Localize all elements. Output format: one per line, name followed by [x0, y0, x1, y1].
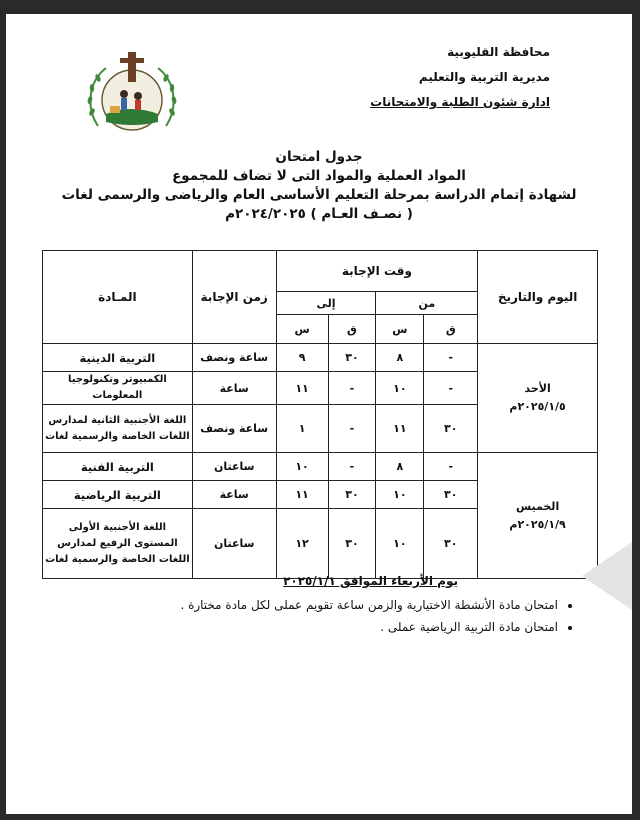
table-row — [43, 344, 598, 372]
governorate-name: محافظة القليوبية — [447, 45, 550, 59]
issuer-header — [370, 40, 550, 115]
table-header-row — [43, 251, 598, 292]
notes-section — [56, 574, 576, 638]
document-page — [6, 14, 632, 814]
notes-list — [56, 594, 576, 638]
from-minutes: - — [424, 453, 478, 481]
duration-cell: ساعتان — [192, 509, 276, 579]
table-row — [43, 453, 598, 481]
subject-cell: التربية الرياضية — [43, 481, 193, 509]
title-line-4: ( نصـف العـام ) ٢٠٢٤/٢٠٢٥م — [225, 206, 413, 222]
exam-date: ٢٠٢٥/١/٩م — [509, 517, 566, 531]
subject-cell: الكمبيوتر وتكنولوجيا المعلومات — [43, 372, 193, 405]
subject-line: اللغة الأجنبية الثانية لمدارس — [48, 414, 187, 426]
subject-line: اللغات الخاصة والرسمية لغات — [45, 553, 190, 565]
governorate-emblem-icon — [80, 48, 184, 144]
exam-schedule-table — [42, 250, 598, 579]
list-item: • امتحان مادة التربية الرياضية عملى . — [56, 616, 558, 638]
to-hours: ١٢ — [276, 509, 328, 579]
day-date-cell — [478, 344, 598, 453]
subject-cell — [43, 509, 193, 579]
directorate-name: مديرية التربية والتعليم — [418, 70, 550, 84]
from-hours: ١١ — [376, 405, 424, 453]
title-line-3: لشهادة إتمام الدراسة بمرحلة التعليم الأساسى العام والرياضى والرسمى لغات — [61, 187, 577, 203]
subject-line: المستوى الرفيع لمدارس — [57, 537, 178, 549]
duration-cell: ساعة — [192, 372, 276, 405]
day-name: الخميس — [515, 499, 560, 513]
subject-cell — [43, 405, 193, 453]
duration-cell: ساعة — [192, 481, 276, 509]
title-line-2: المواد العملية والمواد التى لا تضاف للمجموع — [172, 168, 466, 184]
subject-line: اللغات الخاصة والرسمية لغات — [45, 430, 190, 442]
from-minutes: - — [424, 372, 478, 405]
to-minutes: - — [328, 453, 376, 481]
from-hours: ١٠ — [376, 481, 424, 509]
from-minutes: ٣٠ — [424, 405, 478, 453]
to-hours: ١ — [276, 405, 328, 453]
subject-cell: التربية الدينية — [43, 344, 193, 372]
to-minutes: ٣٠ — [328, 509, 376, 579]
to-minutes: ٣٠ — [328, 481, 376, 509]
subject-line: اللغة الأجنبية الأولى — [68, 521, 167, 533]
header-to: إلى — [276, 292, 376, 315]
department-name: ادارة شئون الطلبة والامتحانات — [370, 95, 550, 109]
duration-cell: ساعتان — [192, 453, 276, 481]
day-date-cell — [478, 453, 598, 579]
from-minutes: ٣٠ — [424, 509, 478, 579]
header-hours: س — [276, 315, 328, 344]
to-minutes: - — [328, 372, 376, 405]
header-from: من — [376, 292, 478, 315]
header-minutes: ق — [328, 315, 376, 344]
header-subject: المـادة — [43, 251, 193, 344]
from-hours: ٨ — [376, 453, 424, 481]
to-hours: ٩ — [276, 344, 328, 372]
subject-cell: التربية الفنية — [43, 453, 193, 481]
header-hours: س — [376, 315, 424, 344]
from-hours: ١٠ — [376, 509, 424, 579]
to-minutes: - — [328, 405, 376, 453]
to-hours: ١١ — [276, 481, 328, 509]
duration-cell: ساعة ونصف — [192, 405, 276, 453]
page-curl-decoration — [582, 542, 632, 610]
to-minutes: ٣٠ — [328, 344, 376, 372]
header-duration: زمن الإجابة — [192, 251, 276, 344]
header-answer-time: وقت الإجابة — [276, 251, 478, 292]
list-item: • امتحان مادة الأنشطة الاختيارية والزمن ساعة تقويم عملى لكل مادة مختارة . — [56, 594, 558, 616]
title-line-1: جدول امتحان — [275, 149, 363, 165]
duration-cell: ساعة ونصف — [192, 344, 276, 372]
from-minutes: - — [424, 344, 478, 372]
from-minutes: ٣٠ — [424, 481, 478, 509]
from-hours: ٨ — [376, 344, 424, 372]
to-hours: ١١ — [276, 372, 328, 405]
from-hours: ١٠ — [376, 372, 424, 405]
exam-date: ٢٠٢٥/١/٥م — [509, 400, 566, 413]
exam-title-block — [26, 148, 612, 224]
to-hours: ١٠ — [276, 453, 328, 481]
header-day-date: اليوم والتاريخ — [478, 251, 598, 344]
notes-heading: يوم الأربعاء الموافق ٢٠٢٥/١/١ — [283, 574, 458, 588]
day-name: الأحد — [524, 382, 551, 395]
header-minutes: ق — [424, 315, 478, 344]
